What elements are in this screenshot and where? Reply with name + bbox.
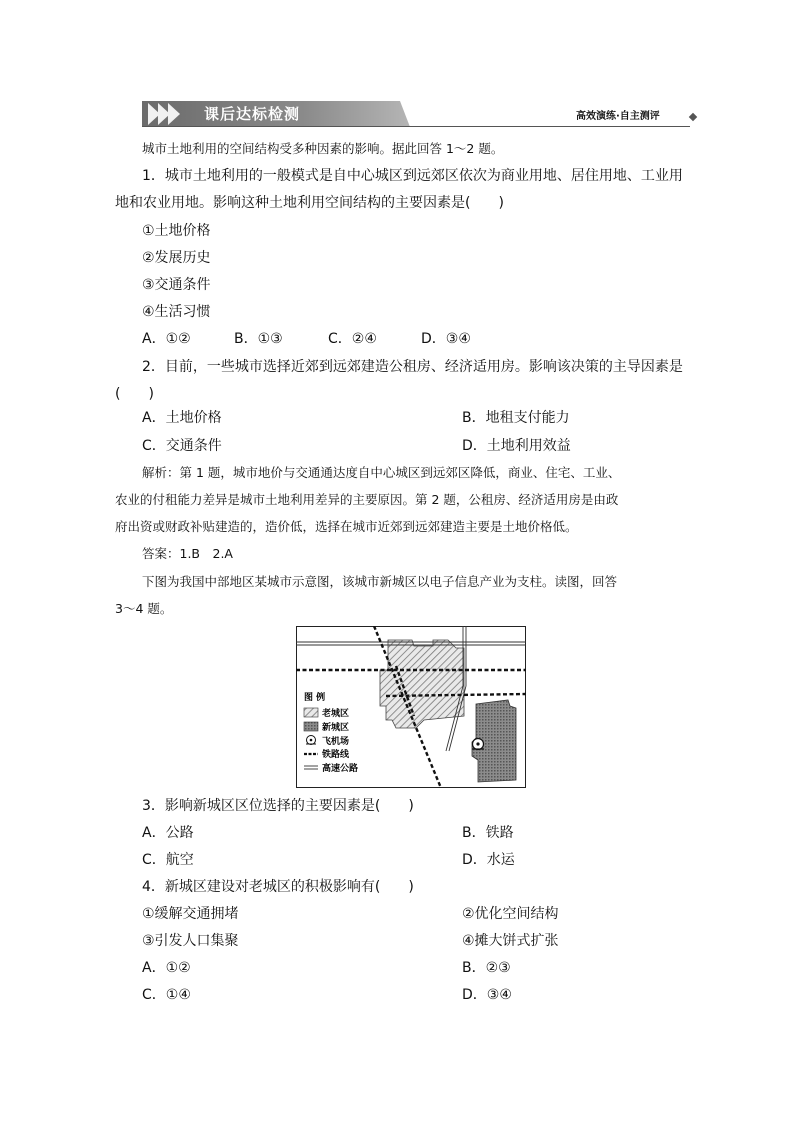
legend-old-city-label: 老城区 [322,709,350,719]
question-3-option-d: D．水运 [462,852,515,868]
legend-airport-icon [306,736,316,745]
legend-airport-label: 飞机场 [322,737,350,747]
question-1-stem: 地和农业用地。影响这种土地利用空间结构的主要因素是( ) [115,195,504,211]
question-2-option-b: B．地租支付能力 [462,410,570,426]
question-4-item: ②优化空间结构 [462,906,559,922]
question-4-option-d: D．③④ [462,987,512,1003]
question-3-stem: 3．影响新城区区位选择的主要因素是( ) [142,798,414,814]
question-4-item: ③引发人口集聚 [142,933,239,949]
question-1-item: ③交通条件 [142,277,211,293]
section-title: 课后达标检测 [204,105,301,123]
question-1-option-a: A．①② [142,331,191,347]
airport-icon [472,739,484,750]
question-1-item: ②发展历史 [142,250,211,266]
legend-highway-label: 高速公路 [322,764,359,774]
question-4-stem: 4．新城区建设对老城区的积极影响有( ) [142,879,414,895]
intro-text: 3～4 题。 [115,601,173,616]
question-2-option-a: A．土地价格 [142,410,222,426]
question-4-item: ④摊大饼式扩张 [462,933,559,949]
header-subtitle: 高效演练·自主测评 [576,111,660,122]
analysis-text: 农业的付租能力差异是城市土地利用差异的主要原因。第 2 题，公租房、经济适用房是由政 [115,492,619,507]
diamond-icon [689,113,697,121]
question-3-option-b: B．铁路 [462,825,514,841]
legend-new-city-swatch [304,722,318,731]
question-2-option-c: C．交通条件 [142,438,222,454]
intro-text: 城市土地利用的空间结构受多种因素的影响。据此回答 1～2 题。 [142,141,504,156]
section-banner [142,101,410,127]
legend-title: 图 例 [304,693,326,703]
chevron-right-icon [168,103,180,125]
question-3-option-a: A．公路 [142,825,194,841]
city-map-figure [296,626,526,788]
question-4-option-c: C．①④ [142,987,191,1003]
legend-railway-label: 铁路线 [322,750,350,760]
question-4-item: ①缓解交通拥堵 [142,906,239,922]
question-1-stem: 1．城市土地利用的一般模式是自中心城区到远郊区依次为商业用地、居住用地、工业用 [142,168,683,184]
question-4-option-a: A．①② [142,960,191,976]
legend-new-city-label: 新城区 [322,723,350,733]
header-divider [142,126,690,127]
old-city-area [380,640,464,728]
question-1-item: ①土地价格 [142,223,211,239]
legend-old-city-swatch [304,708,318,717]
answer-text: 答案：1.B 2.A [142,546,233,561]
question-2-stem: 2．目前，一些城市选择近郊到远郊建造公租房、经济适用房。影响该决策的主导因素是 [142,359,683,375]
question-1-option-d: D．③④ [421,331,471,347]
question-2-stem: ( ) [115,386,154,402]
analysis-text: 解析：第 1 题，城市地价与交通通达度自中心城区到远郊区降低，商业、住宅、工业、 [142,465,621,480]
question-3-option-c: C．航空 [142,852,194,868]
question-4-option-b: B．②③ [462,960,511,976]
analysis-text: 府出资或财政补贴建造的，造价低，选择在城市近郊到远郊建造主要是土地价格低。 [115,519,578,534]
question-1-option-b: B．①③ [234,331,283,347]
question-2-option-d: D．土地利用效益 [462,438,571,454]
intro-text: 下图为我国中部地区某城市示意图，该城市新城区以电子信息产业为支柱。读图，回答 [142,574,618,589]
question-1-option-c: C．②④ [328,331,377,347]
question-1-item: ④生活习惯 [142,304,211,320]
